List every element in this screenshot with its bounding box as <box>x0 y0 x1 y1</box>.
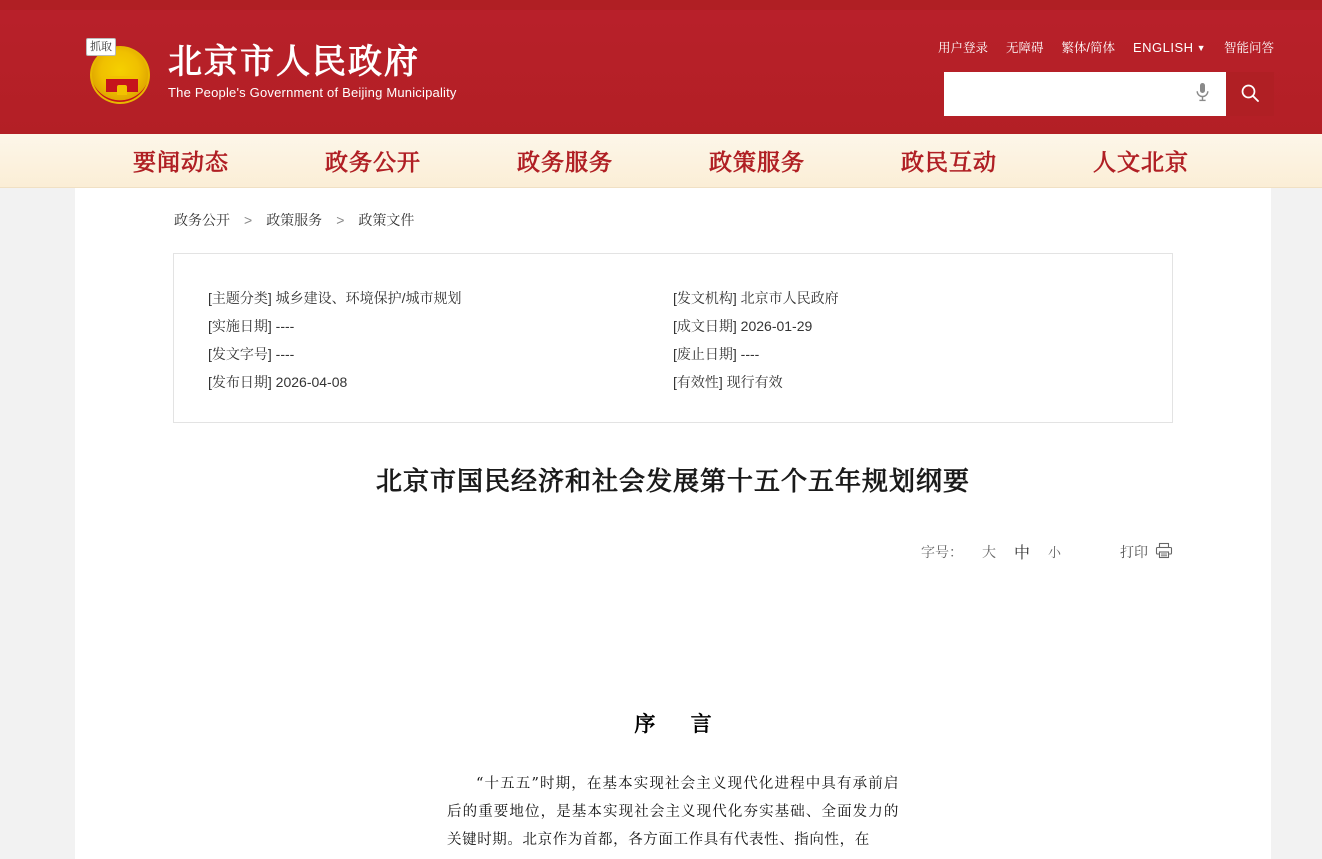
search-input[interactable] <box>944 72 1178 116</box>
metadata-label: [发文字号] <box>208 346 272 362</box>
metadata-value: 现行有效 <box>726 374 783 390</box>
english-link-label: ENGLISH <box>1132 39 1194 55</box>
page-title: 北京市国民经济和社会发展第十五个五年规划纲要 <box>375 466 970 496</box>
metadata-value: ---- <box>275 346 295 362</box>
metadata-value: 2026-04-08 <box>275 374 348 390</box>
search-box <box>944 72 1274 116</box>
site-header <box>0 10 1322 134</box>
metadata-row <box>673 340 1138 368</box>
metadata-row <box>208 284 673 312</box>
document-metadata-box <box>173 253 1173 423</box>
nav-item-culture-beijing[interactable]: 人文北京 <box>1093 149 1189 175</box>
nav-item-government-services[interactable]: 政务服务 <box>517 149 613 175</box>
font-size-small-button[interactable]: 小 <box>1047 545 1061 560</box>
breadcrumb-item-1[interactable]: 政策服务 <box>266 212 323 228</box>
nav-item-citizen-interaction[interactable]: 政民互动 <box>901 149 997 175</box>
user-login-link[interactable]: 用户登录 <box>937 41 988 55</box>
right-gutter <box>1271 188 1322 859</box>
metadata-label: [废止日期] <box>673 346 737 362</box>
document-paragraph: “十五五”时期，在基本实现社会主义现代化进程中具有承前启后的重要地位，是基本实现社会主义现代化夯实基础、全面发力的关键时期。北京作为首都，各方面工作具有代表性、指向性，在 <box>447 776 899 848</box>
nav-item-policy-services[interactable]: 政策服务 <box>709 149 805 175</box>
font-size-medium-button[interactable]: 中 <box>1013 545 1030 562</box>
font-size-large-button[interactable]: 大 <box>981 543 996 560</box>
metadata-label: [有效性] <box>673 374 723 390</box>
left-gutter <box>0 188 75 859</box>
metadata-value: 城乡建设、环境保护/城市规划 <box>275 290 462 306</box>
breadcrumb <box>174 210 1271 230</box>
metadata-label: [发文机构] <box>673 290 737 306</box>
document-section-title: 序 言 <box>634 711 726 736</box>
metadata-row <box>208 340 673 368</box>
nav-item-government-affairs-disclosure[interactable]: 政务公开 <box>325 149 421 175</box>
breadcrumb-item-2[interactable]: 政策文件 <box>358 212 415 228</box>
header-utility-links <box>938 38 1274 56</box>
site-title-en: The People's Government of Beijing Municipality <box>168 85 457 100</box>
metadata-row <box>673 312 1138 340</box>
document-body <box>447 770 899 854</box>
main-navigation <box>0 134 1322 188</box>
metadata-left-column <box>208 284 673 422</box>
metadata-value: ---- <box>275 318 295 334</box>
metadata-value: 北京市人民政府 <box>740 290 839 306</box>
printer-icon <box>1155 542 1173 562</box>
accessibility-link[interactable]: 无障碍 <box>1005 41 1044 55</box>
page-body <box>0 188 1322 859</box>
breadcrumb-separator-1: > <box>336 212 345 228</box>
print-button[interactable] <box>1120 542 1173 562</box>
metadata-label: [成文日期] <box>673 318 737 334</box>
search-icon <box>1240 83 1260 106</box>
metadata-label: [发布日期] <box>208 374 272 390</box>
content-column <box>75 188 1271 859</box>
voice-search-button[interactable] <box>1178 72 1226 116</box>
metadata-row <box>673 284 1138 312</box>
font-size-label: 字号： <box>920 543 963 560</box>
capture-badge: 抓取 <box>86 38 116 56</box>
metadata-label: [实施日期] <box>208 318 272 334</box>
metadata-row <box>208 312 673 340</box>
nav-item-news[interactable]: 要闻动态 <box>133 149 229 175</box>
traditional-simplified-link[interactable]: 繁体/简体 <box>1061 41 1115 55</box>
breadcrumb-item-0[interactable]: 政务公开 <box>174 212 230 228</box>
microphone-icon <box>1195 82 1210 106</box>
english-link[interactable] <box>1133 40 1206 55</box>
metadata-value: 2026-01-29 <box>740 318 813 334</box>
site-logo[interactable] <box>86 38 457 106</box>
top-accent-strip <box>0 0 1322 10</box>
breadcrumb-separator-0: > <box>244 212 253 228</box>
metadata-row <box>673 368 1138 396</box>
metadata-label: [主题分类] <box>208 290 272 306</box>
site-title-cn: 北京市人民政府 <box>168 43 420 81</box>
chevron-down-icon: ▼ <box>1196 42 1206 53</box>
smart-qa-link[interactable]: 智能问答 <box>1223 41 1274 55</box>
document-toolbar <box>75 540 1173 563</box>
metadata-row <box>208 368 673 396</box>
search-button[interactable] <box>1226 72 1274 116</box>
print-label: 打印 <box>1120 543 1148 560</box>
metadata-value: ---- <box>740 346 760 362</box>
beijing-government-emblem-icon <box>86 38 154 106</box>
metadata-right-column <box>673 284 1138 422</box>
